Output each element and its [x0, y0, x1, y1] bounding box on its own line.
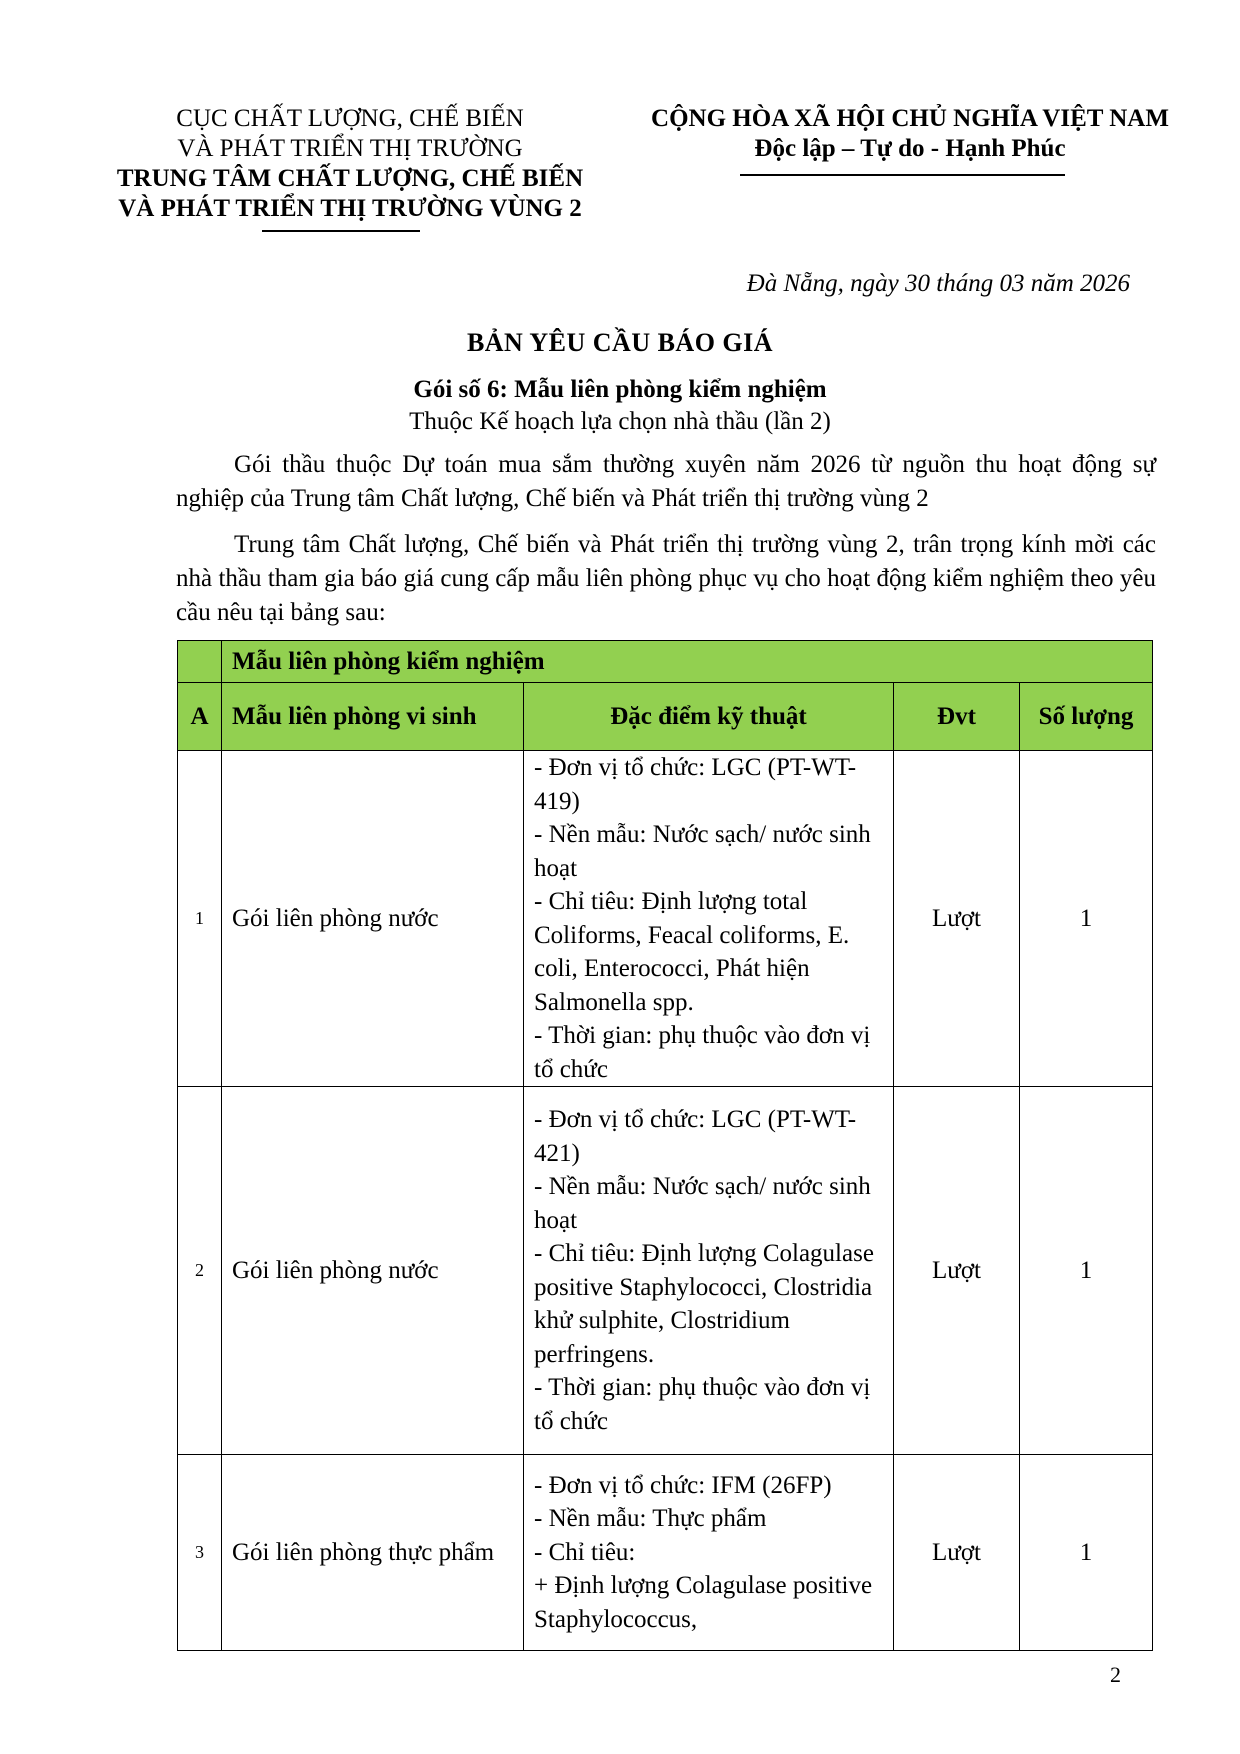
- row-spec: [524, 1087, 894, 1455]
- table-header-row: [178, 683, 1153, 751]
- table-row: [178, 1087, 1153, 1455]
- intro-paragraph-2: Trung tâm Chất lượng, Chế biến và Phát triển thị trường vùng 2, trân trọng kính mời các nhà thầu tham gia báo giá cung cấp mẫu liên phòng phục vụ cho hoạt động kiểm nghiệm theo yêu cầu nêu tại bảng sau:: [176, 531, 1156, 626]
- motto-underline: [740, 174, 1065, 176]
- spec-line: - Chỉ tiêu:: [534, 1538, 636, 1566]
- table-section-row: [178, 641, 1153, 683]
- table-row: [178, 1455, 1153, 1651]
- row-spec: [524, 1455, 894, 1651]
- page-number: 2: [1110, 1662, 1121, 1687]
- row-index: 1: [178, 751, 222, 1087]
- spec-line: - Chỉ tiêu: Định lượng Colagulase positive Staphylococci, Clostridia khử sulphite, Clostridium perfringens.: [534, 1240, 874, 1368]
- table-row: [178, 751, 1153, 1087]
- spec-line: - Nền mẫu: Nước sạch/ nước sinh hoạt: [534, 1173, 871, 1234]
- spec-line: - Thời gian: phụ thuộc vào đơn vị tổ chức: [534, 1374, 871, 1435]
- row-name: Gói liên phòng nước: [222, 1087, 524, 1455]
- ministry-line-2: VÀ PHÁT TRIỂN THỊ TRƯỜNG: [177, 135, 523, 162]
- row-unit: Lượt: [894, 751, 1020, 1087]
- national-title: CỘNG HÒA XÃ HỘI CHỦ NGHĨA VIỆT NAM: [651, 105, 1169, 132]
- row-qty: 1: [1020, 1087, 1153, 1455]
- column-header-spec: Đặc điểm kỹ thuật: [524, 683, 894, 751]
- package-name: Gói số 6: Mẫu liên phòng kiểm nghiệm: [413, 376, 827, 403]
- spec-line: - Đơn vị tổ chức: LGC (PT-WT-421): [534, 1106, 857, 1167]
- column-header-unit: Đvt: [894, 683, 1020, 751]
- row-unit: Lượt: [894, 1087, 1020, 1455]
- column-header-qty: Số lượng: [1020, 683, 1153, 751]
- quote-table: [177, 640, 1153, 1651]
- row-name: Gói liên phòng thực phẩm: [222, 1455, 524, 1651]
- spec-line: + Định lượng Colagulase positive Staphylococcus,: [534, 1572, 873, 1633]
- column-header-name: Mẫu liên phòng vi sinh: [222, 683, 524, 751]
- document-date: Đà Nẵng, ngày 30 tháng 03 năm 2026: [746, 270, 1130, 297]
- column-header-index: A: [178, 683, 222, 751]
- row-spec: [524, 751, 894, 1087]
- plan-subtitle: Thuộc Kế hoạch lựa chọn nhà thầu (lần 2): [409, 408, 831, 435]
- spec-line: - Chỉ tiêu: Định lượng total Coliforms, Feacal coliforms, E. coli, Enterococci, Phát hiện Salmonella spp.: [534, 888, 850, 1016]
- spec-line: - Thời gian: phụ thuộc vào đơn vị tổ chức: [534, 1022, 871, 1083]
- document-title: BẢN YÊU CẦU BÁO GIÁ: [466, 328, 774, 357]
- issuer-header: [60, 104, 640, 224]
- table-section-title: Mẫu liên phòng kiểm nghiệm: [222, 641, 1153, 683]
- issuer-underline: [262, 230, 420, 232]
- spec-line: - Nền mẫu: Thực phẩm: [534, 1505, 767, 1533]
- row-unit: Lượt: [894, 1455, 1020, 1651]
- ministry-line-1: CỤC CHẤT LƯỢNG, CHẾ BIẾN: [176, 105, 524, 132]
- spec-line: - Nền mẫu: Nước sạch/ nước sinh hoạt: [534, 821, 871, 882]
- national-header: [620, 104, 1200, 164]
- row-name: Gói liên phòng nước: [222, 751, 524, 1087]
- intro-paragraph-1: Gói thầu thuộc Dự toán mua sắm thường xuyên năm 2026 từ nguồn thu hoạt động sự nghiệp của Trung tâm Chất lượng, Chế biến và Phát triển thị trường vùng 2: [176, 451, 1156, 512]
- spec-line: - Đơn vị tổ chức: LGC (PT-WT-419): [534, 754, 857, 815]
- national-motto: Độc lập – Tự do - Hạnh Phúc: [754, 135, 1066, 162]
- row-qty: 1: [1020, 751, 1153, 1087]
- spec-line: - Đơn vị tổ chức: IFM (26FP): [534, 1471, 832, 1499]
- center-line-1: TRUNG TÂM CHẤT LƯỢNG, CHẾ BIẾN: [116, 165, 584, 192]
- center-line-2: VÀ PHÁT TRIỂN THỊ TRƯỜNG VÙNG 2: [118, 195, 582, 222]
- row-index: 2: [178, 1087, 222, 1455]
- row-index: 3: [178, 1455, 222, 1651]
- row-qty: 1: [1020, 1455, 1153, 1651]
- section-empty-cell: [178, 641, 222, 683]
